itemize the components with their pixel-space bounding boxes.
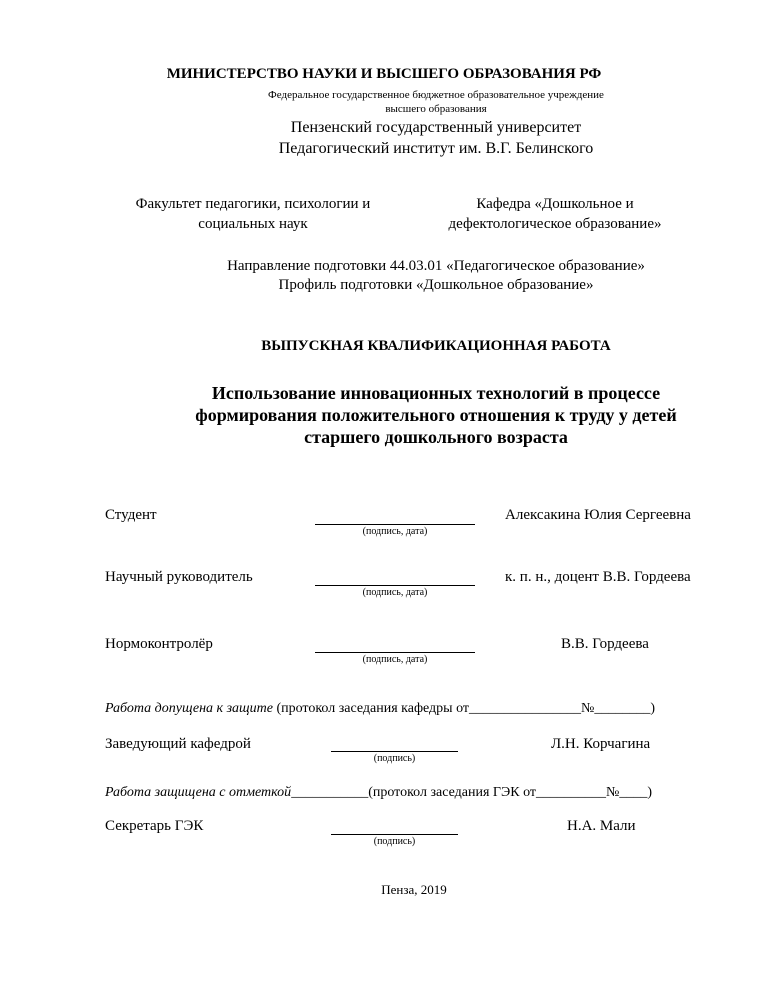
student-signature-hint: (подпись, дата) xyxy=(362,526,428,537)
admission-protocol: (протокол заседания кафедры от________________№________) xyxy=(276,701,656,716)
supervisor-name: к. п. н., доцент В.В. Гордеева xyxy=(505,569,691,585)
secretary-signature-line xyxy=(331,834,458,835)
university-name: Пензенский государственный университет xyxy=(290,119,582,136)
secretary-name: Н.А. Мали xyxy=(567,818,636,834)
direction-line: Направление подготовки 44.03.01 «Педагогическое образование» xyxy=(227,258,645,274)
normcontroller-signature-hint: (подпись, дата) xyxy=(362,654,428,665)
profile-line: Профиль подготовки «Дошкольное образование» xyxy=(278,277,594,293)
normcontroller-label: Нормоконтролёр xyxy=(105,636,213,652)
thesis-title-line2: формирования положительного отношения к труду у детей xyxy=(195,405,677,425)
normcontroller-signature-line xyxy=(315,652,475,653)
secretary-signature-hint: (подпись) xyxy=(373,836,416,847)
supervisor-signature-hint: (подпись, дата) xyxy=(362,587,428,598)
student-name: Алексакина Юлия Сергеевна xyxy=(505,507,691,523)
admission-italic: Работа допущена к защите xyxy=(105,701,273,716)
department-line1: Кафедра «Дошкольное и xyxy=(476,196,634,212)
admission-line xyxy=(105,701,655,717)
department-line2: дефектологическое образование» xyxy=(448,216,662,232)
ministry-heading: МИНИСТЕРСТВО НАУКИ И ВЫСШЕГО ОБРАЗОВАНИЯ РФ xyxy=(166,66,602,82)
head-of-department-name: Л.Н. Корчагина xyxy=(551,736,651,752)
defended-italic: Работа защищена с отметкой xyxy=(105,785,292,800)
city-year: Пенза, 2019 xyxy=(381,882,447,897)
faculty-line2: социальных наук xyxy=(198,216,308,232)
student-label: Студент xyxy=(105,507,157,523)
head-signature-hint: (подпись) xyxy=(373,753,416,764)
defended-protocol: ___________(протокол заседания ГЭК от__________№____) xyxy=(291,785,653,800)
head-of-department-label: Заведующий кафедрой xyxy=(105,736,251,752)
work-type-heading: ВЫПУСКНАЯ КВАЛИФИКАЦИОННАЯ РАБОТА xyxy=(261,338,611,354)
supervisor-signature-line xyxy=(315,585,475,586)
head-signature-line xyxy=(331,751,458,752)
faculty-line1: Факультет педагогики, психологии и xyxy=(135,196,371,212)
defended-line xyxy=(105,785,652,801)
normcontroller-name: В.В. Гордеева xyxy=(561,636,649,652)
institution-line2: высшего образования xyxy=(385,103,487,115)
secretary-label: Секретарь ГЭК xyxy=(105,818,204,834)
student-signature-line xyxy=(315,524,475,525)
institution-line1: Федеральное государственное бюджетное образовательное учреждение xyxy=(268,89,604,101)
institute-name: Педагогический институт им. В.Г. Белинского xyxy=(278,140,594,157)
supervisor-label: Научный руководитель xyxy=(105,569,253,585)
thesis-title-line1: Использование инновационных технологий в процессе xyxy=(211,383,661,403)
thesis-title-line3: старшего дошкольного возраста xyxy=(304,427,568,447)
